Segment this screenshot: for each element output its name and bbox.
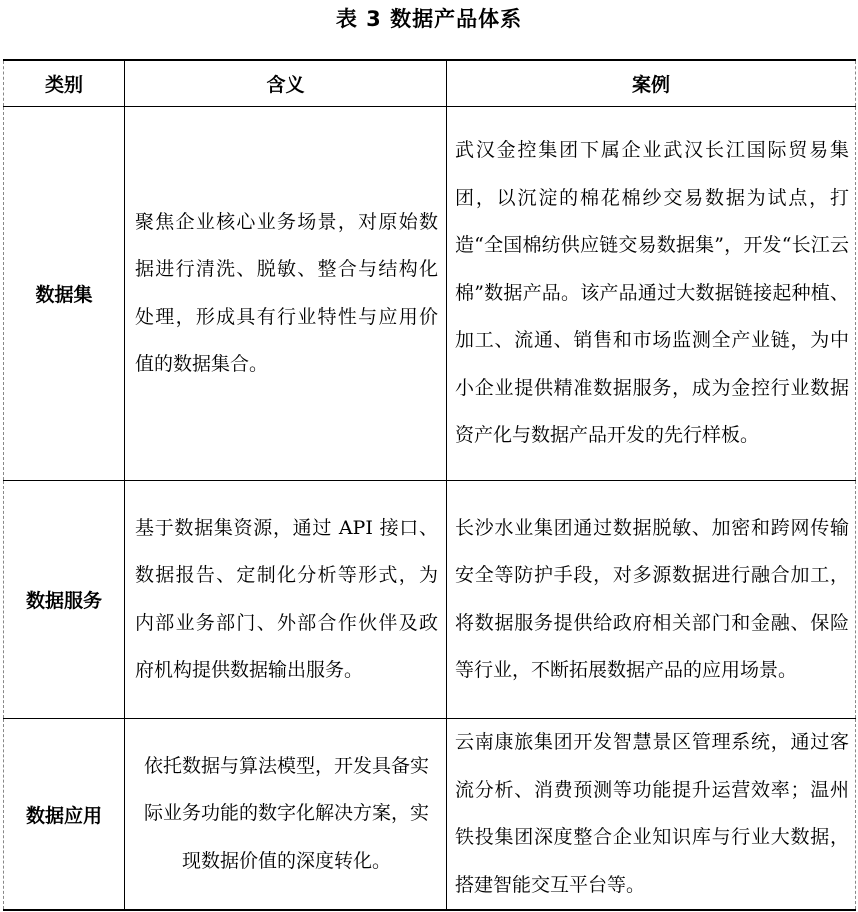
column-header-meaning: 含义 [125, 60, 447, 107]
meaning-cell: 基于数据集资源，通过 API 接口、数据报告、定制化分析等形式，为内部业务部门、外部合作伙伴及政府机构提供数据输出服务。 [125, 481, 447, 719]
case-cell: 云南康旅集团开发智慧景区管理系统，通过客流分析、消费预测等功能提升运营效率；温州铁投集团深度整合企业知识库与行业大数据，搭建智能交互平台等。 [447, 719, 856, 911]
data-product-table [3, 59, 856, 911]
case-cell: 武汉金控集团下属企业武汉长江国际贸易集团，以沉淀的棉花棉纱交易数据为试点，打造“全国棉纺供应链交易数据集”，开发“长江云棉”数据产品。该产品通过大数据链接起种植、加工、流通、销售和市场监测全产业链，为中小企业提供精准数据服务，成为金控行业数据资产化与数据产品开发的先行样板。 [447, 107, 856, 481]
table-row [4, 719, 856, 911]
column-header-case: 案例 [447, 60, 856, 107]
table-header-row [4, 60, 856, 107]
column-header-category: 类别 [4, 60, 125, 107]
table-title: 表 3 数据产品体系 [335, 7, 523, 31]
category-cell: 数据集 [4, 107, 125, 481]
meaning-cell: 依托数据与算法模型，开发具备实际业务功能的数字化解决方案，实现数据价值的深度转化。 [125, 719, 447, 911]
category-cell: 数据服务 [4, 481, 125, 719]
case-cell: 长沙水业集团通过数据脱敏、加密和跨网传输安全等防护手段，对多源数据进行融合加工，将数据服务提供给政府相关部门和金融、保险等行业，不断拓展数据产品的应用场景。 [447, 481, 856, 719]
table-row [4, 481, 856, 719]
table-row [4, 107, 856, 481]
category-cell: 数据应用 [4, 719, 125, 911]
meaning-cell: 聚焦企业核心业务场景，对原始数据进行清洗、脱敏、整合与结构化处理，形成具有行业特性与应用价值的数据集合。 [125, 107, 447, 481]
